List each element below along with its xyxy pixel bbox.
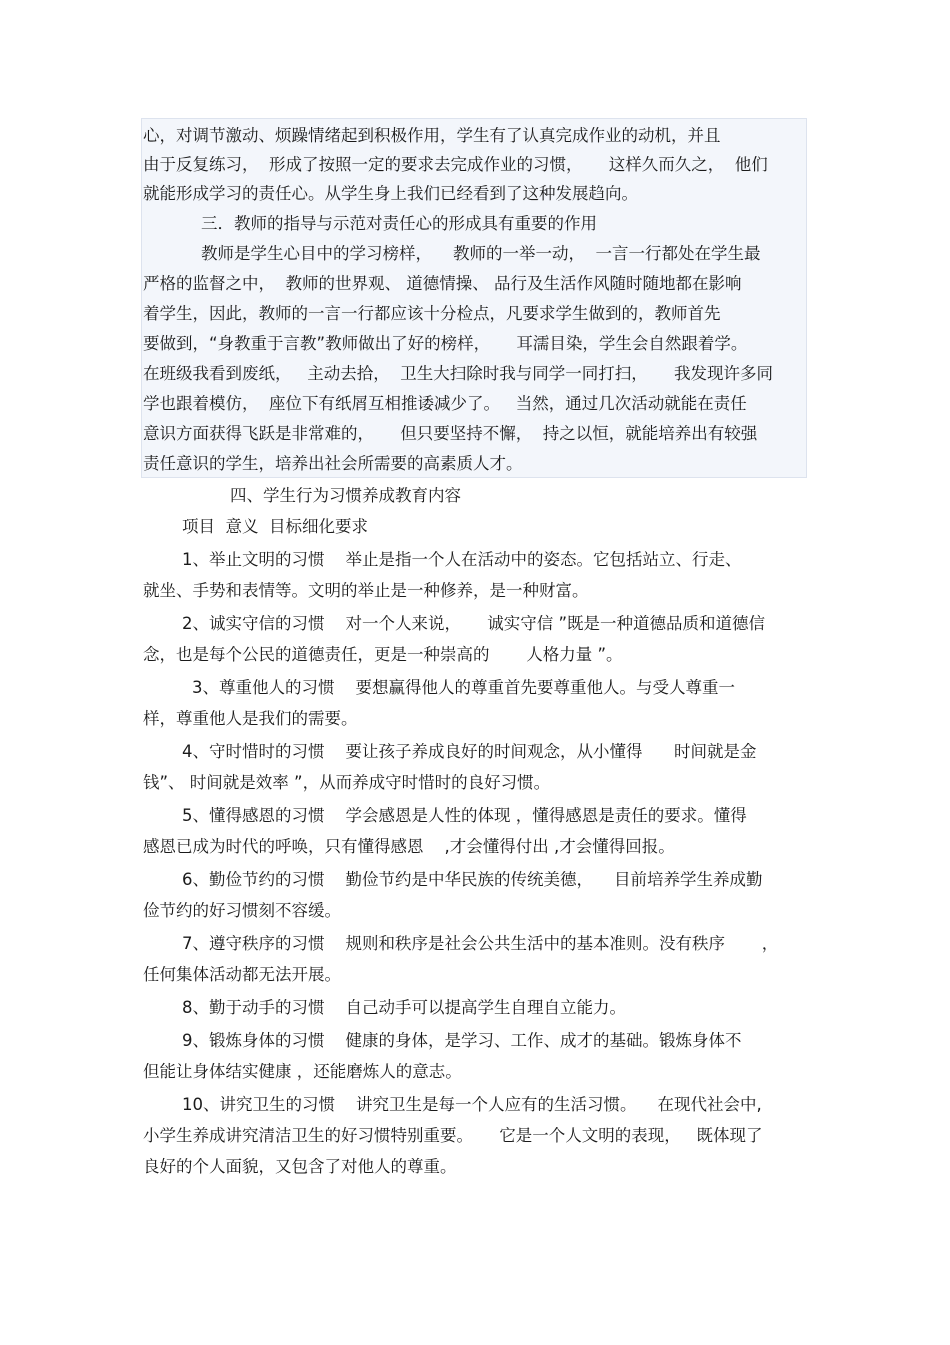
paragraph-line: 任何集体活动都无法开展。 [143, 965, 341, 984]
habit-item-1: 1、举止文明的习惯 举止是指一个人在活动中的姿态。它包括站立、行走、 [182, 550, 742, 569]
habit-item-7: 7、遵守秩序的习惯 规则和秩序是社会公共生活中的基本准则。没有秩序 ， [182, 934, 779, 953]
habit-item-4: 4、守时惜时的习惯 要让孩子养成良好的时间观念，从小懂得 时间就是金 [182, 742, 757, 761]
habit-item-5: 5、懂得感恩的习惯 学会感恩是人性的体现 ，懂得感恩是责任的要求。懂得 [182, 806, 747, 825]
paragraph-line: 心，对调节激动、烦躁情绪起到积极作用，学生有了认真完成作业的动机，并且 [143, 126, 721, 145]
paragraph-line: 良好的个人面貌，又包含了对他人的尊重。 [143, 1157, 457, 1176]
habit-item-6: 6、勤俭节约的习惯 勤俭节约是中华民族的传统美德， 目前培养学生养成勤 [182, 870, 763, 889]
paragraph-line: 就坐、手势和表情等。文明的举止是一种修养，是一种财富。 [143, 581, 589, 600]
paragraph-line: 意识方面获得飞跃是非常难的， 但只要坚持不懈， 持之以恒，就能培养出有较强 [143, 424, 758, 443]
habit-item-3: 3、尊重他人的习惯 要想赢得他人的尊重首先要尊重他人。与受人尊重一 [192, 678, 735, 697]
paragraph-line: 着学生，因此，教师的一言一行都应该十分检点，凡要求学生做到的，教师首先 [143, 304, 721, 323]
paragraph-line: 俭节约的好习惯刻不容缓。 [143, 901, 341, 920]
paragraph-line: 就能形成学习的责任心。从学生身上我们已经看到了这种发展趋向。 [143, 184, 638, 203]
paragraph-line: 念，也是每个公民的道德责任，更是一种崇高的 人格力量 ”。 [143, 645, 623, 664]
habit-item-10: 10、讲究卫生的习惯 讲究卫生是每一个人应有的生活习惯。 在现代社会中, [182, 1095, 762, 1114]
paragraph-line: 样，尊重他人是我们的需要。 [143, 709, 358, 728]
paragraph-line: 感恩已成为时代的呼唤，只有懂得感恩 ,才会懂得付出 ,才会懂得回报。 [143, 837, 675, 856]
habit-item-9: 9、锻炼身体的习惯 健康的身体，是学习、工作、成才的基础。锻炼身体不 [182, 1031, 742, 1050]
section-heading: 四、学生行为习惯养成教育内容 [230, 486, 461, 505]
paragraph-line: 严格的监督之中， 教师的世界观、 道德情操、 品行及生活作风随时随地都在影响 [143, 274, 742, 293]
table-header-line: 项目 意义 目标细化要求 [182, 517, 368, 536]
habit-item-8: 8、勤于动手的习惯 自己动手可以提高学生自理自立能力。 [182, 998, 626, 1017]
paragraph-line: 责任意识的学生，培养出社会所需要的高素质人才。 [143, 454, 523, 473]
paragraph-line: 学也跟着模仿， 座位下有纸屑互相推诿减少了。 当然，通过几次活动就能在责任 [143, 394, 747, 413]
section-heading: 三．教师的指导与示范对责任心的形成具有重要的作用 [201, 214, 597, 233]
paragraph-line: 由于反复练习， 形成了按照一定的要求去完成作业的习惯， 这样久而久之， 他们 [143, 155, 768, 174]
paragraph-line: 要做到，“身教重于言教”教师做出了好的榜样， 耳濡目染，学生会自然跟着学。 [143, 334, 748, 353]
paragraph-line: 钱”、 时间就是效率 ”，从而养成守时惜时的良好习惯。 [143, 773, 551, 792]
paragraph-line: 但能让身体结实健康 ，还能磨炼人的意志。 [143, 1062, 462, 1081]
habit-item-2: 2、诚实守信的习惯 对一个人来说， 诚实守信 ”既是一种道德品质和道德信 [182, 614, 765, 633]
paragraph-line: 在班级我看到废纸， 主动去拾， 卫生大扫除时我与同学一同打扫， 我发现许多同 [143, 364, 773, 383]
paragraph-line: 教师是学生心目中的学习榜样， 教师的一举一动， 一言一行都处在学生最 [201, 244, 761, 263]
paragraph-line: 小学生养成讲究清洁卫生的好习惯特别重要。 它是一个人文明的表现， 既体现了 [143, 1126, 763, 1145]
